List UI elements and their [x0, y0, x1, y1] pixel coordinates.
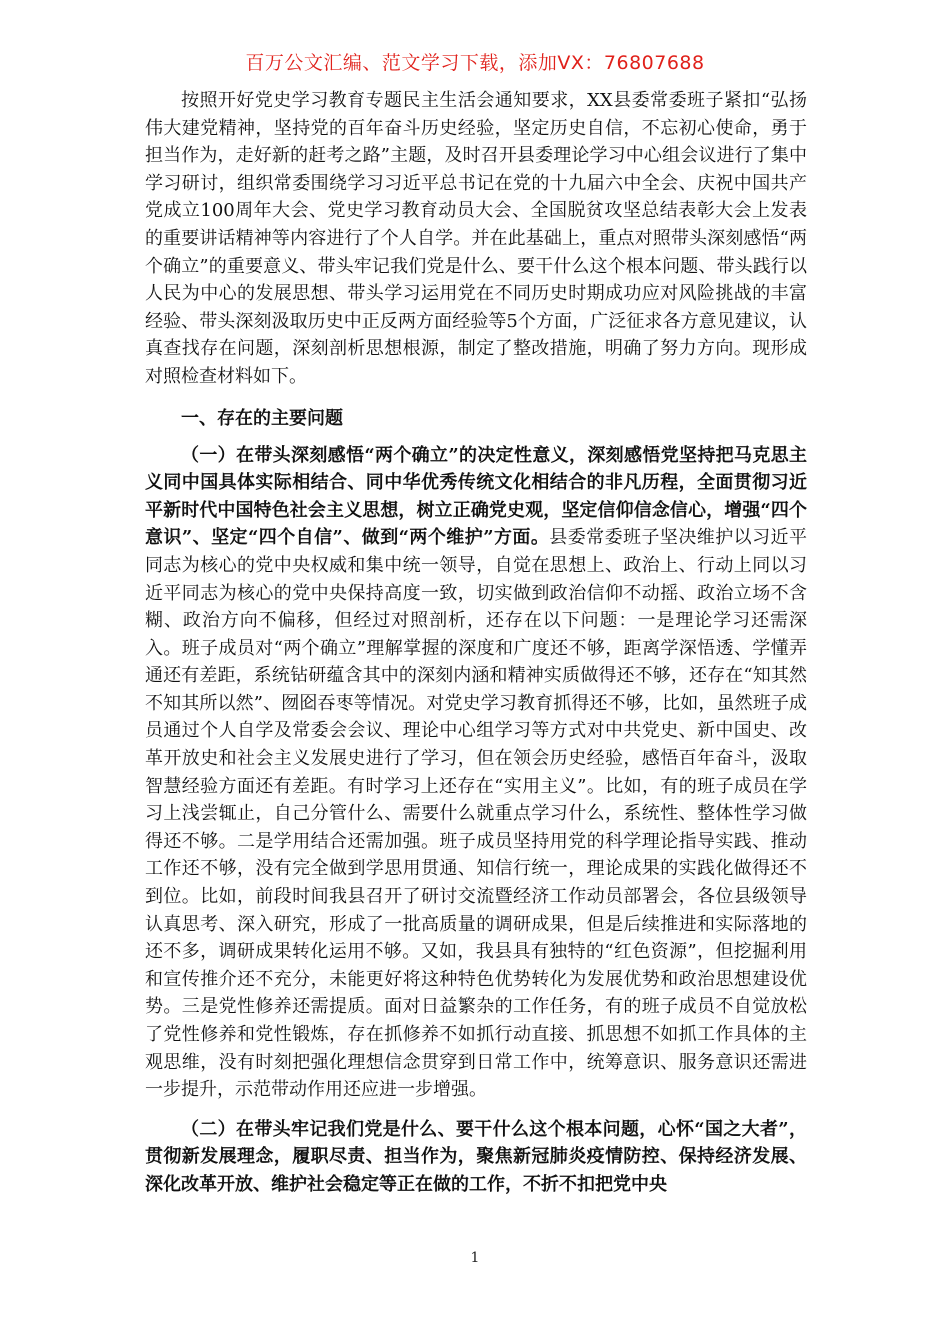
item2-paragraph — [145, 1116, 807, 1199]
header-banner: 百万公文汇编、范文学习下载，添加VX：76807688 — [245, 52, 705, 74]
item1-paragraph — [145, 442, 807, 1104]
intro-paragraph: 按照开好党史学习教育专题民主生活会通知要求，XX县委常委班子紧扣“弘扬伟大建党精神，坚持党的百年奋斗历史经验，坚定历史自信，不忘初心使命，勇于担当作为，走好新的赶考之路”主题，及时召开县委理论学习中心组会议进行了集中学习研讨，组织常委围绕学习习近平总书记在党的十九届六中全会、庆祝中国共产党成立100周年大会、党史学习教育动员大会、全国脱贫攻坚总结表彰大会上发表的重要讲话精神等内容进行了个人自学。并在此基础上，重点对照带头深刻感悟“两个确立”的重要意义、带头牢记我们党是什么、要干什么这个根本问题、带头践行以人民为中心的发展思想、带头学习运用党在不同历史时期成功应对风险挑战的丰富经验、带头深刻汲取历史中正反两方面经验等5个方面，广泛征求各方意见建议，认真查找存在问题，深刻剖析思想根源，制定了整改措施，明确了努力方向。现形成对照检查材料如下。 — [145, 90, 807, 387]
item2-heading: （二）在带头牢记我们党是什么、要干什么这个根本问题，心怀“国之大者”，贯彻新发展理念，履职尽责、担当作为，聚焦新冠肺炎疫情防控、保持经济发展、深化改革开放、维护社会稳定等正在做的工作，不折不扣把党中央 — [145, 1118, 807, 1195]
document-body — [145, 87, 807, 1199]
item1-text: 县委常委班子坚决维护以习近平同志为核心的党中央权威和集中统一领导，自觉在思想上、政治上、行动上同以习近平同志为核心的党中央保持高度一致，切实做到政治信仰不动摇、政治立场不含糊、政治方向不偏移，但经过对照剖析，还存在以下问题：一是理论学习还需深入。班子成员对“两个确立”理解掌握的深度和广度还不够，距离学深悟透、学懂弄通还有差距，系统钻研蕴含其中的深刻内涵和精神实质做得还不够，还存在“知其然不知其所以然”、囫囵吞枣等情况。对党史学习教育抓得还不够，比如，虽然班子成员通过个人自学及常委会会议、理论中心组学习等方式对中共党史、新中国史、改革开放史和社会主义发展史进行了学习，但在领会历史经验，感悟百年奋斗，汲取智慧经验方面还有差距。有时学习上还存在“实用主义”。比如，有的班子成员在学习上浅尝辄止，自己分管什么、需要什么就重点学习什么，系统性、整体性学习做得还不够。二是学用结合还需加强。班子成员坚持用党的科学理论指导实践、推动工作还不够，没有完全做到学思用贯通、知信行统一，理论成果的实践化做得还不到位。比如，前段时间我县召开了研讨交流暨经济工作动员部署会，各位县级领导认真思考、深入研究，形成了一批高质量的调研成果，但是后续推进和实际落地的还不多，调研成果转化运用不够。又如，我县具有独特的“红色资源”，但挖掘利用和宣传推介还不充分，未能更好将这种特色优势转化为发展优势和政治思想建设优势。三是党性修养还需提质。面对日益繁杂的工作任务，有的班子成员不自觉放松了党性修养和党性锻炼，存在抓修养不如抓行动直接、抓思想不如抓工作具体的主观思维，没有时刻把强化理想信念贯穿到日常工作中，统筹意识、服务意识还需进一步提升，示范带动作用还应进一步增强。 — [145, 527, 807, 1101]
section-heading-problems: 一、存在的主要问题 — [181, 407, 343, 429]
page-number: 1 — [470, 1250, 480, 1266]
item1-heading: （一）在带头深刻感悟“两个确立”的决定性意义，深刻感悟党坚持把马克思主义同中国具体实际相结合、同中华优秀传统文化相结合的非凡历程，全面贯彻习近平新时代中国特色社会主义思想，树立正确党史观，坚定信仰信念信心，增强“四个意识”、坚定“四个自信”、做到“两个维护”方面。 — [145, 444, 807, 549]
